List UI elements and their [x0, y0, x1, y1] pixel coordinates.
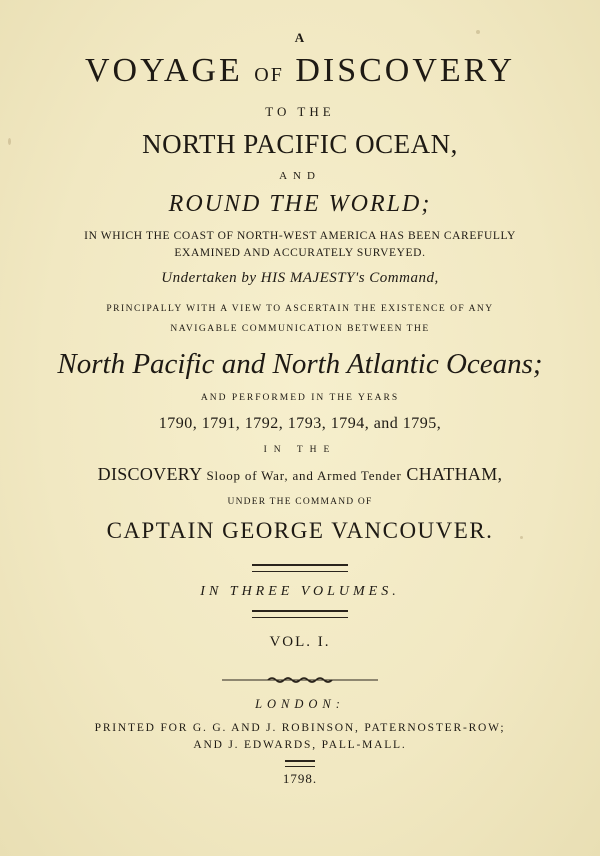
- undertaken-line: Undertaken by HIS MAJESTY's Command,: [161, 270, 439, 286]
- to-the-line: TO THE: [265, 104, 335, 119]
- in-which-line-2: EXAMINED AND ACCURATELY SURVEYED.: [174, 247, 426, 259]
- captain-line: CAPTAIN GEORGE VANCOUVER.: [106, 518, 494, 543]
- volumes-line: IN THREE VOLUMES.: [200, 584, 400, 599]
- and-line: AND: [279, 170, 321, 182]
- small-double-rule: [285, 760, 315, 767]
- title-voyage-word: VOYAGE: [84, 52, 243, 89]
- article-a: A: [294, 30, 306, 45]
- double-rule-divider: [252, 610, 348, 618]
- in-the-line: IN THE: [263, 445, 337, 455]
- paper-speck: [8, 138, 11, 145]
- sloop-of-war-text: Sloop of War, and Armed Tender: [206, 468, 402, 483]
- title-voyage-line: [0, 52, 600, 94]
- performed-line: AND PERFORMED IN THE YEARS: [200, 393, 400, 403]
- principally-line-1: PRINCIPALLY WITH A VIEW TO ASCERTAIN THE EXISTENCE OF ANY: [106, 304, 494, 314]
- imprint-line-1: PRINTED FOR G. G. AND J. ROBINSON, PATERNOSTER-ROW;: [94, 722, 506, 734]
- ship-chatham: CHATHAM,: [406, 464, 503, 484]
- under-command-line: UNDER THE COMMAND OF: [227, 497, 373, 507]
- ships-line: [0, 464, 600, 485]
- years-line: 1790, 1791, 1792, 1793, 1794, and 1795,: [158, 415, 442, 432]
- imprint-line-2: AND J. EDWARDS, PALL-MALL.: [193, 739, 407, 751]
- ornamental-flourish-icon: [220, 675, 380, 685]
- title-of-word: OF: [254, 64, 284, 86]
- publication-date: 1798.: [282, 771, 318, 786]
- ship-discovery: DISCOVERY: [97, 464, 202, 484]
- paper-speck: [520, 536, 523, 539]
- principally-line-2: NAVIGABLE COMMUNICATION BETWEEN THE: [170, 324, 430, 334]
- title-discovery-word: DISCOVERY: [295, 52, 516, 89]
- in-which-line-1: IN WHICH THE COAST OF NORTH-WEST AMERICA HAS BEEN CAREFULLY: [84, 230, 516, 242]
- double-rule-divider: [252, 564, 348, 572]
- oceans-line: North Pacific and North Atlantic Oceans;: [57, 348, 543, 380]
- round-the-world-line: ROUND THE WORLD;: [168, 191, 432, 217]
- paper-speck: [476, 30, 480, 34]
- north-pacific-ocean-line: NORTH PACIFIC OCEAN,: [142, 129, 458, 159]
- volume-number: VOL. I.: [269, 634, 331, 650]
- imprint-city: LONDON:: [255, 697, 345, 711]
